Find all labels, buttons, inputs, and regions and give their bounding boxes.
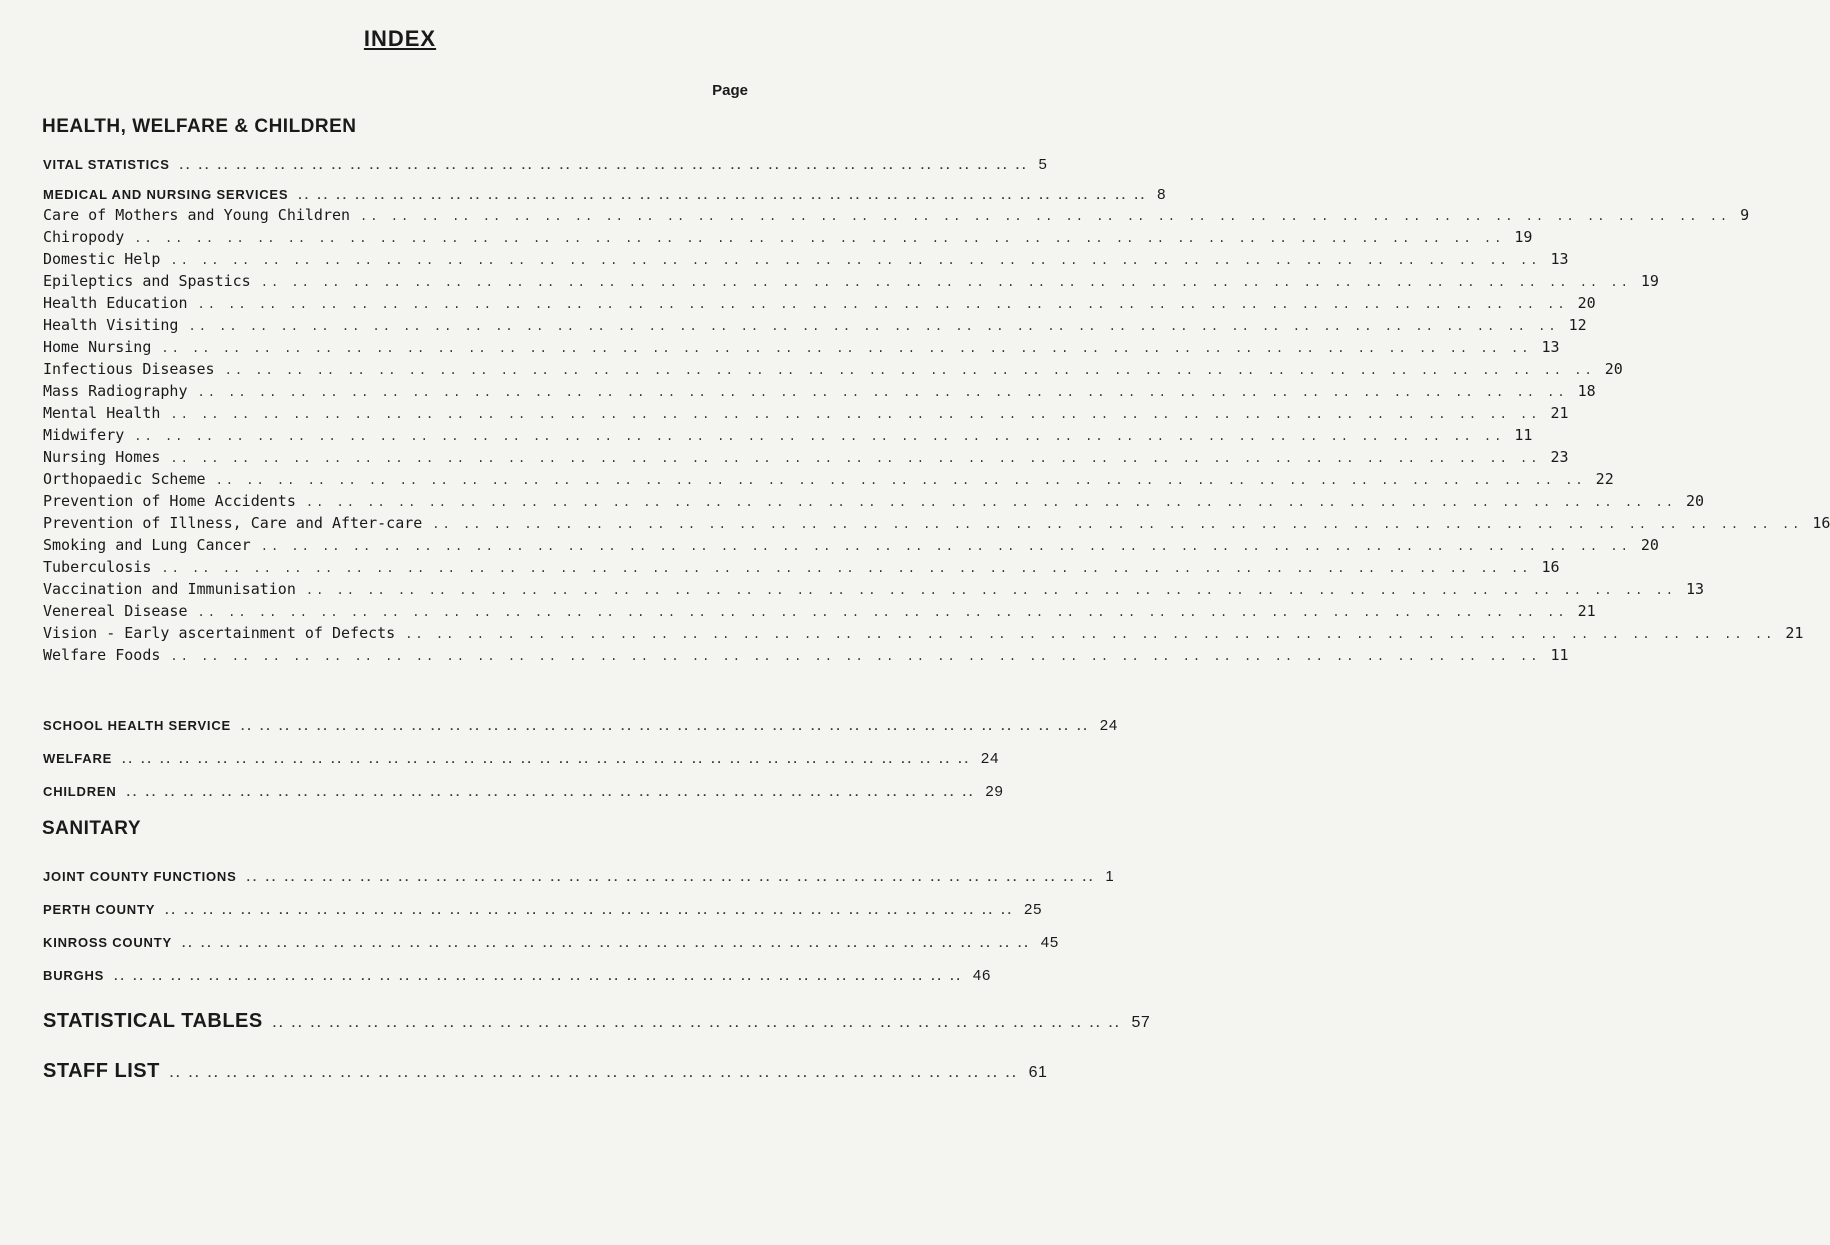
entry-label: Health Education (43, 294, 188, 312)
entry-label: Tuberculosis (43, 558, 152, 576)
dot-leader: .. .. .. .. .. .. .. .. .. .. .. .. .. .. .. .. .. .. .. .. .. .. .. .. .. .. .. .. .. .. .. .. .. .. .. .. .. .. .. .. .. .. .. .. .. (197, 385, 1568, 399)
index-subentry[interactable] (43, 360, 1623, 382)
index-entry-medical-nursing[interactable] (43, 186, 1167, 206)
dot-leader: .. .. .. .. .. .. .. .. .. .. .. .. .. .. .. .. .. .. .. .. .. .. .. .. .. .. .. .. .. .. .. .. .. .. .. .. .. .. .. .. .. .. .. .. .. (432, 517, 1803, 531)
dot-leader: .. .. .. .. .. .. .. .. .. .. .. .. .. .. .. .. .. .. .. .. .. .. .. .. .. .. .. .. .. .. .. .. .. .. .. .. .. .. .. .. .. .. .. .. .. (246, 870, 1096, 884)
entry-page: 19 (1640, 272, 1659, 290)
entry-label: JOINT COUNTY FUNCTIONS (43, 869, 237, 884)
entry-page: 20 (1604, 360, 1623, 378)
index-block-vital (43, 156, 1048, 173)
entry-page: 16 (1812, 514, 1830, 532)
dot-leader: .. .. .. .. .. .. .. .. .. .. .. .. .. .. .. .. .. .. .. .. .. .. .. .. .. .. .. .. .. .. .. .. .. .. .. .. .. .. .. .. .. .. .. .. .. (169, 1066, 1019, 1080)
entry-page: 24 (980, 750, 1000, 767)
entry-label: Epileptics and Spastics (43, 272, 251, 290)
entry-page: 22 (1595, 470, 1614, 488)
page-column-label: Page (712, 82, 748, 99)
index-entry-school-health[interactable] (43, 717, 1119, 734)
entry-page: 11 (1550, 646, 1569, 664)
page-title: INDEX (363, 26, 437, 51)
index-entry-sanitary[interactable] (43, 967, 992, 1000)
entry-label: Health Visiting (43, 316, 179, 334)
dot-leader: .. .. .. .. .. .. .. .. .. .. .. .. .. .. .. .. .. .. .. .. .. .. .. .. .. .. .. .. .. .. .. .. .. .. .. .. .. .. .. .. .. .. .. .. .. (179, 158, 1029, 172)
index-subentry[interactable] (43, 492, 1705, 514)
entry-label: WELFARE (43, 751, 113, 766)
section-heading-health: HEALTH, WELFARE & CHILDREN (42, 116, 357, 137)
entry-page: 21 (1550, 404, 1569, 422)
index-entry-welfare[interactable] (43, 750, 1000, 767)
dot-leader: .. .. .. .. .. .. .. .. .. .. .. .. .. .. .. .. .. .. .. .. .. .. .. .. .. .. .. .. .. .. .. .. .. .. .. .. .. .. .. .. .. .. .. .. .. (181, 936, 1031, 950)
dot-leader: .. .. .. .. .. .. .. .. .. .. .. .. .. .. .. .. .. .. .. .. .. .. .. .. .. .. .. .. .. .. .. .. .. .. .. .. .. .. .. .. .. .. .. .. .. (298, 188, 1148, 202)
entry-page: 13 (1685, 580, 1705, 598)
index-block-statistical (43, 1010, 1151, 1033)
entry-label: STAFF LIST (43, 1060, 160, 1082)
entry-page: 23 (1550, 448, 1569, 466)
index-subentry[interactable] (43, 426, 1533, 448)
entry-page: 19 (1514, 228, 1533, 246)
entry-label: Welfare Foods (43, 646, 161, 664)
entry-label: Vision - Early ascertainment of Defects (43, 624, 396, 642)
entry-label: Midwifery (43, 426, 125, 444)
index-block-school (43, 717, 1119, 734)
entry-page: 45 (1040, 934, 1059, 951)
dot-leader: .. .. .. .. .. .. .. .. .. .. .. .. .. .. .. .. .. .. .. .. .. .. .. .. .. .. .. .. .. .. .. .. .. .. .. .. .. .. .. .. .. .. .. .. .. (134, 429, 1505, 443)
dot-leader: .. .. .. .. .. .. .. .. .. .. .. .. .. .. .. .. .. .. .. .. .. .. .. .. .. .. .. .. .. .. .. .. .. .. .. .. .. .. .. .. .. .. .. .. .. (170, 407, 1541, 421)
index-entry-statistical-tables[interactable] (43, 1010, 1151, 1033)
dot-leader: .. .. .. .. .. .. .. .. .. .. .. .. .. .. .. .. .. .. .. .. .. .. .. .. .. .. .. .. .. .. .. .. .. .. .. .. .. .. .. .. .. .. .. .. .. (165, 903, 1014, 917)
entry-label: Domestic Help (43, 250, 161, 268)
dot-leader: .. .. .. .. .. .. .. .. .. .. .. .. .. .. .. .. .. .. .. .. .. .. .. .. .. .. .. .. .. .. .. .. .. .. .. .. .. .. .. .. .. .. .. .. .. (305, 583, 1676, 597)
dot-leader: .. .. .. .. .. .. .. .. .. .. .. .. .. .. .. .. .. .. .. .. .. .. .. .. .. .. .. .. .. .. .. .. .. .. .. .. .. .. .. .. .. .. .. .. .. (215, 473, 1586, 487)
entry-label: STATISTICAL TABLES (43, 1010, 263, 1032)
entry-label: Chiropody (43, 228, 125, 246)
index-subentry[interactable] (43, 294, 1596, 316)
dot-leader: .. .. .. .. .. .. .. .. .. .. .. .. .. .. .. .. .. .. .. .. .. .. .. .. .. .. .. .. .. .. .. .. .. .. .. .. .. .. .. .. .. .. .. .. .. (405, 627, 1776, 641)
entry-label: Mental Health (43, 404, 161, 422)
index-subentry[interactable] (43, 206, 1750, 228)
entry-page: 21 (1577, 602, 1596, 620)
dot-leader: .. .. .. .. .. .. .. .. .. .. .. .. .. .. .. .. .. .. .. .. .. .. .. .. .. .. .. .. .. .. .. .. .. .. .. .. .. .. .. .. .. .. .. .. .. (134, 231, 1505, 245)
dot-leader: .. .. .. .. .. .. .. .. .. .. .. .. .. .. .. .. .. .. .. .. .. .. .. .. .. .. .. .. .. .. .. .. .. .. .. .. .. .. .. .. .. .. .. .. .. (170, 649, 1541, 663)
entry-page: 13 (1541, 338, 1560, 356)
entry-label: Vaccination and Immunisation (43, 580, 296, 598)
dot-leader: .. .. .. .. .. .. .. .. .. .. .. .. .. .. .. .. .. .. .. .. .. .. .. .. .. .. .. .. .. .. .. .. .. .. .. .. .. .. .. .. .. .. .. .. .. (260, 275, 1631, 289)
index-subentry[interactable] (43, 448, 1569, 470)
index-subentry[interactable] (43, 580, 1705, 602)
dot-leader: .. .. .. .. .. .. .. .. .. .. .. .. .. .. .. .. .. .. .. .. .. .. .. .. .. .. .. .. .. .. .. .. .. .. .. .. .. .. .. .. .. .. .. .. .. (360, 209, 1731, 223)
entry-label: Nursing Homes (43, 448, 161, 466)
index-subentry[interactable] (43, 338, 1560, 360)
index-subentry[interactable] (43, 602, 1596, 624)
dot-leader: .. .. .. .. .. .. .. .. .. .. .. .. .. .. .. .. .. .. .. .. .. .. .. .. .. .. .. .. .. .. .. .. .. .. .. .. .. .. .. .. .. .. .. .. .. (224, 363, 1595, 377)
entry-page: 13 (1550, 250, 1569, 268)
entry-label: Orthopaedic Scheme (43, 470, 206, 488)
index-subentry[interactable] (43, 382, 1596, 404)
entry-page: 20 (1640, 536, 1659, 554)
entry-page: 57 (1131, 1014, 1151, 1031)
entry-label: Home Nursing (43, 338, 152, 356)
entry-page: 8 (1157, 186, 1167, 203)
index-subentry[interactable] (43, 624, 1804, 646)
dot-leader: .. .. .. .. .. .. .. .. .. .. .. .. .. .. .. .. .. .. .. .. .. .. .. .. .. .. .. .. .. .. .. .. .. .. .. .. .. .. .. .. .. .. .. .. .. (122, 752, 971, 766)
entry-label: Infectious Diseases (43, 360, 215, 378)
entry-label: Care of Mothers and Young Children (43, 206, 351, 224)
dot-leader: .. .. .. .. .. .. .. .. .. .. .. .. .. .. .. .. .. .. .. .. .. .. .. .. .. .. .. .. .. .. .. .. .. .. .. .. .. .. .. .. .. .. .. .. .. (161, 341, 1532, 355)
index-block-medical (43, 186, 1830, 668)
entry-page: 16 (1541, 558, 1560, 576)
entry-page: 25 (1023, 901, 1043, 918)
dot-leader: .. .. .. .. .. .. .. .. .. .. .. .. .. .. .. .. .. .. .. .. .. .. .. .. .. .. .. .. .. .. .. .. .. .. .. .. .. .. .. .. .. .. .. .. .. (161, 561, 1532, 575)
entry-page: 20 (1685, 492, 1705, 510)
index-entry-sanitary[interactable] (43, 934, 1059, 967)
entry-page: 1 (1105, 868, 1115, 885)
index-block-welfare (43, 750, 1000, 767)
section-heading-sanitary: SANITARY (42, 818, 141, 839)
entry-page: 5 (1038, 156, 1048, 173)
index-entry-vital-statistics[interactable] (43, 156, 1048, 173)
index-entry-sanitary[interactable] (43, 901, 1043, 934)
index-subentry[interactable] (43, 646, 1569, 668)
dot-leader: .. .. .. .. .. .. .. .. .. .. .. .. .. .. .. .. .. .. .. .. .. .. .. .. .. .. .. .. .. .. .. .. .. .. .. .. .. .. .. .. .. .. .. .. .. (114, 969, 963, 983)
dot-leader: .. .. .. .. .. .. .. .. .. .. .. .. .. .. .. .. .. .. .. .. .. .. .. .. .. .. .. .. .. .. .. .. .. .. .. .. .. .. .. .. .. .. .. .. .. (272, 1016, 1122, 1030)
index-entry-staff-list[interactable] (43, 1060, 1048, 1083)
entry-label: SCHOOL HEALTH SERVICE (43, 718, 231, 733)
dot-leader: .. .. .. .. .. .. .. .. .. .. .. .. .. .. .. .. .. .. .. .. .. .. .. .. .. .. .. .. .. .. .. .. .. .. .. .. .. .. .. .. .. .. .. .. .. (126, 785, 976, 799)
dot-leader: .. .. .. .. .. .. .. .. .. .. .. .. .. .. .. .. .. .. .. .. .. .. .. .. .. .. .. .. .. .. .. .. .. .. .. .. .. .. .. .. .. .. .. .. .. (197, 605, 1568, 619)
index-subentry[interactable] (43, 228, 1533, 250)
entry-label: VITAL STATISTICS (43, 157, 170, 172)
entry-label: Prevention of Home Accidents (43, 492, 296, 510)
index-subentry[interactable] (43, 470, 1614, 492)
entry-label: KINROSS COUNTY (43, 935, 172, 950)
index-subentry[interactable] (43, 536, 1659, 558)
entry-label: Venereal Disease (43, 602, 188, 620)
index-subentry[interactable] (43, 514, 1830, 536)
index-subentry[interactable] (43, 558, 1560, 580)
index-entry-sanitary[interactable] (43, 868, 1115, 901)
entry-label: MEDICAL AND NURSING SERVICES (43, 187, 289, 202)
entry-page: 24 (1099, 717, 1119, 734)
index-block-staff (43, 1060, 1048, 1083)
dot-leader: .. .. .. .. .. .. .. .. .. .. .. .. .. .. .. .. .. .. .. .. .. .. .. .. .. .. .. .. .. .. .. .. .. .. .. .. .. .. .. .. .. .. .. .. .. (241, 719, 1090, 733)
index-subentry[interactable] (43, 316, 1587, 338)
entry-label: PERTH COUNTY (43, 902, 156, 917)
entry-label: Prevention of Illness, Care and After-care (43, 514, 423, 532)
dot-leader: .. .. .. .. .. .. .. .. .. .. .. .. .. .. .. .. .. .. .. .. .. .. .. .. .. .. .. .. .. .. .. .. .. .. .. .. .. .. .. .. .. .. .. .. .. (170, 253, 1541, 267)
entry-label: BURGHS (43, 968, 105, 983)
dot-leader: .. .. .. .. .. .. .. .. .. .. .. .. .. .. .. .. .. .. .. .. .. .. .. .. .. .. .. .. .. .. .. .. .. .. .. .. .. .. .. .. .. .. .. .. .. (260, 539, 1631, 553)
entry-page: 21 (1785, 624, 1804, 642)
entry-label: Smoking and Lung Cancer (43, 536, 251, 554)
entry-page: 9 (1740, 206, 1750, 224)
entry-page: 12 (1568, 316, 1587, 334)
entry-page: 61 (1028, 1064, 1048, 1081)
dot-leader: .. .. .. .. .. .. .. .. .. .. .. .. .. .. .. .. .. .. .. .. .. .. .. .. .. .. .. .. .. .. .. .. .. .. .. .. .. .. .. .. .. .. .. .. .. (197, 297, 1568, 311)
index-block-children (43, 783, 1004, 800)
entry-page: 20 (1577, 294, 1596, 312)
entry-page: 11 (1514, 426, 1533, 444)
entry-label: CHILDREN (43, 784, 117, 799)
dot-leader: .. .. .. .. .. .. .. .. .. .. .. .. .. .. .. .. .. .. .. .. .. .. .. .. .. .. .. .. .. .. .. .. .. .. .. .. .. .. .. .. .. .. .. .. .. (170, 451, 1541, 465)
entry-page: 18 (1577, 382, 1596, 400)
entry-page: 29 (985, 783, 1004, 800)
index-subentry[interactable] (43, 404, 1569, 426)
index-entry-children[interactable] (43, 783, 1004, 800)
entry-page: 46 (972, 967, 992, 984)
dot-leader: .. .. .. .. .. .. .. .. .. .. .. .. .. .. .. .. .. .. .. .. .. .. .. .. .. .. .. .. .. .. .. .. .. .. .. .. .. .. .. .. .. .. .. .. .. (188, 319, 1559, 333)
sub-entry-list (43, 206, 1830, 668)
sanitary-entry-list (43, 868, 1115, 1000)
dot-leader: .. .. .. .. .. .. .. .. .. .. .. .. .. .. .. .. .. .. .. .. .. .. .. .. .. .. .. .. .. .. .. .. .. .. .. .. .. .. .. .. .. .. .. .. .. (305, 495, 1676, 509)
index-subentry[interactable] (43, 272, 1659, 294)
index-subentry[interactable] (43, 250, 1569, 272)
entry-label: Mass Radiography (43, 382, 188, 400)
